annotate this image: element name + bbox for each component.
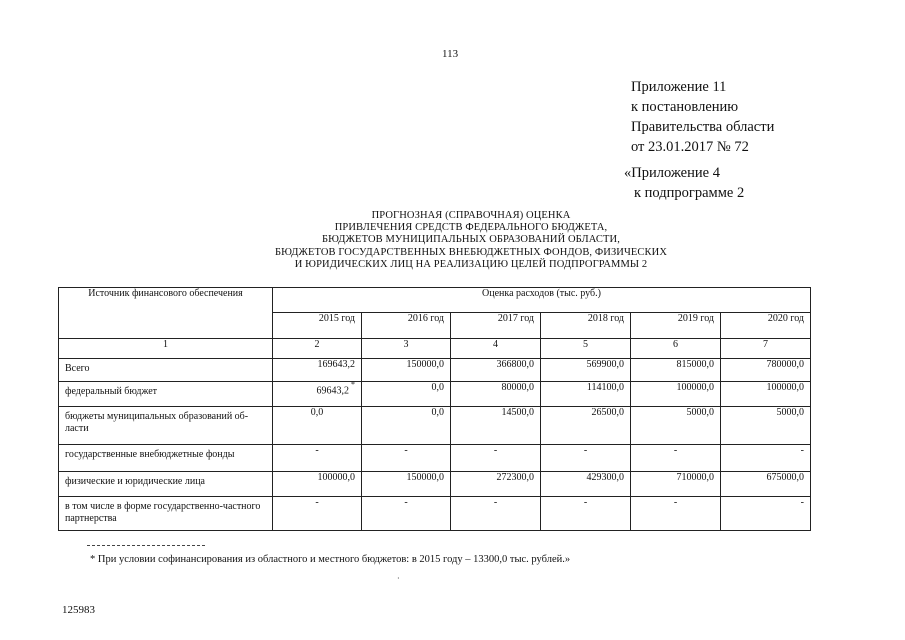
cell-value: 150000,0	[362, 472, 451, 497]
document-id: 125983	[62, 604, 95, 616]
row-label: Всего	[59, 359, 273, 382]
footnote-separator	[87, 545, 205, 546]
cell-value: -	[362, 445, 451, 472]
sub-appendix-line-2: к подпрограмме 2	[634, 185, 745, 201]
year-header: 2018 год	[541, 313, 631, 339]
row-label: в том числе в форме государственно-частного партнерства	[59, 497, 273, 531]
title-line-2: ПРИВЛЕЧЕНИЯ СРЕДСТВ ФЕДЕРАЛЬНОГО БЮДЖЕТА,	[334, 222, 608, 234]
cell-value: 675000,0	[721, 472, 811, 497]
cell-value: 5000,0	[721, 407, 811, 445]
year-header: 2015 год	[273, 313, 362, 339]
cell-value: 272300,0	[451, 472, 541, 497]
cell-value: -	[631, 497, 721, 531]
scan-dot: ·	[397, 574, 400, 583]
year-header: 2020 год	[721, 313, 811, 339]
cell-value: 366800,0	[451, 359, 541, 382]
title-line-5: И ЮРИДИЧЕСКИХ ЛИЦ НА РЕАЛИЗАЦИЮ ЦЕЛЕЙ ПОДПРОГРАММЫ 2	[294, 258, 648, 270]
cell-value: 815000,0	[631, 359, 721, 382]
cell-value: -	[362, 497, 451, 531]
table-row	[59, 497, 811, 531]
page-number: 113	[442, 48, 459, 60]
cell-value: 0,0	[362, 382, 451, 407]
column-number: 3	[362, 339, 451, 359]
cell-value: -	[541, 497, 631, 531]
table-row	[59, 359, 811, 382]
cell-value: -	[541, 445, 631, 472]
footnote: * При условии софинансирования из областного и местного бюджетов: в 2015 году – 13300,0 тыс. рублей.»	[90, 554, 571, 565]
cell-value: 69643,2	[316, 385, 349, 397]
table-header-row	[59, 288, 811, 313]
cell-value: 14500,0	[451, 407, 541, 445]
column-number: 6	[631, 339, 721, 359]
document-title	[255, 210, 687, 271]
sub-appendix-line-1: «Приложение 4	[624, 165, 720, 181]
table-row	[59, 407, 811, 445]
appendix-heading	[631, 77, 774, 157]
column-numbers-row	[59, 339, 811, 359]
column-number: 7	[721, 339, 811, 359]
footnote-mark: *	[351, 380, 355, 389]
sub-appendix-heading	[624, 163, 744, 203]
cell-value: -	[451, 445, 541, 472]
year-header: 2019 год	[631, 313, 721, 339]
cell-value: 100000,0	[721, 382, 811, 407]
table-row	[59, 472, 811, 497]
column-number: 2	[273, 339, 362, 359]
cell-value: 569900,0	[541, 359, 631, 382]
cell-value: 114100,0	[541, 382, 631, 407]
header-estimate: Оценка расходов (тыс. руб.)	[273, 288, 811, 313]
title-line-1: ПРОГНОЗНАЯ (СПРАВОЧНАЯ) ОЦЕНКА	[371, 210, 571, 221]
year-header: 2016 год	[362, 313, 451, 339]
column-number: 4	[451, 339, 541, 359]
cell-value: 710000,0	[631, 472, 721, 497]
cell-value: 0,0	[273, 407, 362, 445]
column-number: 1	[59, 339, 273, 359]
cell-value: 169643,2	[273, 359, 362, 382]
cell-value: 100000,0	[631, 382, 721, 407]
row-label: физические и юридические лица	[59, 472, 273, 497]
cell-value: 429300,0	[541, 472, 631, 497]
column-number: 5	[541, 339, 631, 359]
header-source: Источник финансового обеспечения	[59, 288, 273, 339]
table-row	[59, 382, 811, 407]
row-label: бюджеты муниципальных образований об-ласти	[59, 407, 273, 445]
title-line-4: БЮДЖЕТОВ ГОСУДАРСТВЕННЫХ ВНЕБЮДЖЕТНЫХ ФОНДОВ, ФИЗИЧЕСКИХ	[274, 246, 668, 258]
cell-value-with-mark	[273, 382, 362, 407]
year-header: 2017 год	[451, 313, 541, 339]
appendix-line-1: Приложение 11	[631, 79, 727, 95]
cell-value: 0,0	[362, 407, 451, 445]
cell-value: -	[631, 445, 721, 472]
cell-value: -	[721, 497, 811, 531]
cell-value: 80000,0	[451, 382, 541, 407]
cell-value: -	[273, 497, 362, 531]
appendix-line-2: к постановлению	[631, 99, 739, 115]
cell-value: -	[273, 445, 362, 472]
row-label: федеральный бюджет	[59, 382, 273, 407]
row-label: государственные внебюджетные фонды	[59, 445, 273, 472]
cell-value: 5000,0	[631, 407, 721, 445]
funding-table	[58, 287, 811, 531]
appendix-line-4: от 23.01.2017 № 72	[631, 139, 749, 155]
table-row	[59, 445, 811, 472]
cell-value: 780000,0	[721, 359, 811, 382]
cell-value: -	[721, 445, 811, 472]
cell-value: 150000,0	[362, 359, 451, 382]
appendix-line-3: Правительства области	[631, 119, 775, 135]
cell-value: -	[451, 497, 541, 531]
cell-value: 100000,0	[273, 472, 362, 497]
cell-value: 26500,0	[541, 407, 631, 445]
title-line-3: БЮДЖЕТОВ МУНИЦИПАЛЬНЫХ ОБРАЗОВАНИЙ ОБЛАСТИ,	[322, 234, 620, 246]
